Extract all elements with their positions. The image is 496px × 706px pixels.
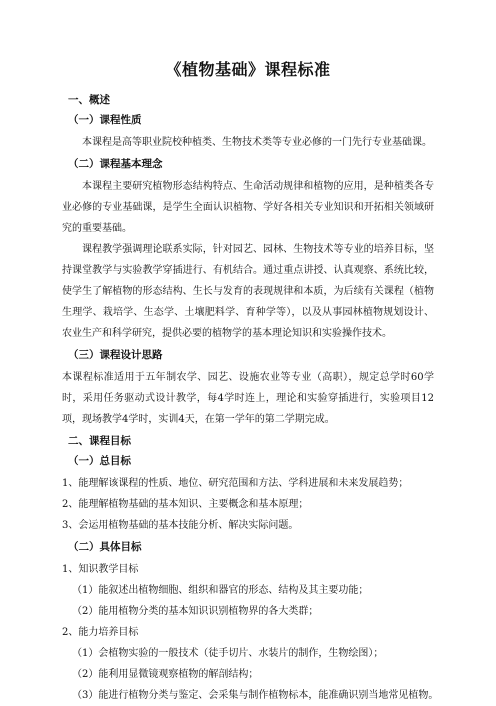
list-heading-ability-goals: 2、能力培养目标 <box>62 627 139 638</box>
paragraph-basic-concept-2: 课程教学强调理论联系实际，针对园艺、园林、生物技术等专业的培养目标，坚持课堂教学与实验教学穿插进行、有机结合。通过重点讲授、认真观察、系统比较，使学生了解植物的形态结构、生长与发育的表现规律和本质，为后续有关课程（植物生理学、栽培学、生态学、土壤肥料学、育种学等），以及从事园林植物规划设计、农业生产和科学研究，提供必要的植物学的基本理论知识和实验操作技术。 <box>62 244 434 339</box>
subsection-heading-basic-concept: （二）课程基本理念 <box>68 158 163 170</box>
document-title: 《植物基础》课程标准 <box>165 60 331 79</box>
list-item: （3）能进行植物分类与鉴定、会采集与制作植物标本，能准确识别当地常见植物。 <box>72 690 439 701</box>
list-item: 1、能理解该课程的性质、地位、研究范围和方法、学科进展和未来发展趋势； <box>62 478 409 489</box>
subsection-heading-overall-goals: （一）总目标 <box>68 455 131 467</box>
list-item: （2）能用植物分类的基本知识识别植物界的各大类群； <box>72 606 319 617</box>
list-heading-knowledge-goals: 1、知识教学目标 <box>62 564 139 575</box>
subsection-heading-design-approach: （三）课程设计思路 <box>68 349 163 361</box>
list-item: 2、能理解植物基础的基本知识、主要概念和基本原理； <box>62 499 309 510</box>
paragraph-basic-concept-1: 本课程主要研究植物形态结构特点、生命活动规律和植物的应用，是种植类各专业必修的专业基础课，是学生全面认识植物、学好各相关专业知识和开拓相关领域研究的重要基础。 <box>62 181 434 234</box>
list-item: （1）能叙述出植物细胞、组织和器官的形态、结构及其主要功能； <box>72 585 369 596</box>
section-heading-overview: 一、概述 <box>68 94 110 106</box>
paragraph-design-approach: 本课程标准适用于五年制农学、园艺、设施农业等专业（高职），规定总学时60学时，采用任务驱动式设计教学，每4学时连上，理论和实验穿插进行，实验项目12项，现场教学4学时，实训4天，在第一学年的第二学期完成。 <box>62 372 434 425</box>
document-body <box>62 92 439 706</box>
subsection-heading-course-nature: （一）课程性质 <box>68 114 142 126</box>
section-heading-course-goals: 二、课程目标 <box>68 435 131 447</box>
subsection-heading-specific-goals: （二）具体目标 <box>68 541 142 553</box>
list-item: （2）能利用显微镜观察植物的解剖结构； <box>72 669 259 680</box>
list-item: （1）会植物实验的一般技术（徒手切片、水装片的制作，生物绘图）； <box>72 648 384 659</box>
list-item: 3、会运用植物基础的基本技能分析、解决实际问题。 <box>62 520 299 531</box>
paragraph-course-nature: 本课程是高等职业院校种植类、生物技术类等专业必修的一门先行专业基础课。 <box>82 137 432 148</box>
